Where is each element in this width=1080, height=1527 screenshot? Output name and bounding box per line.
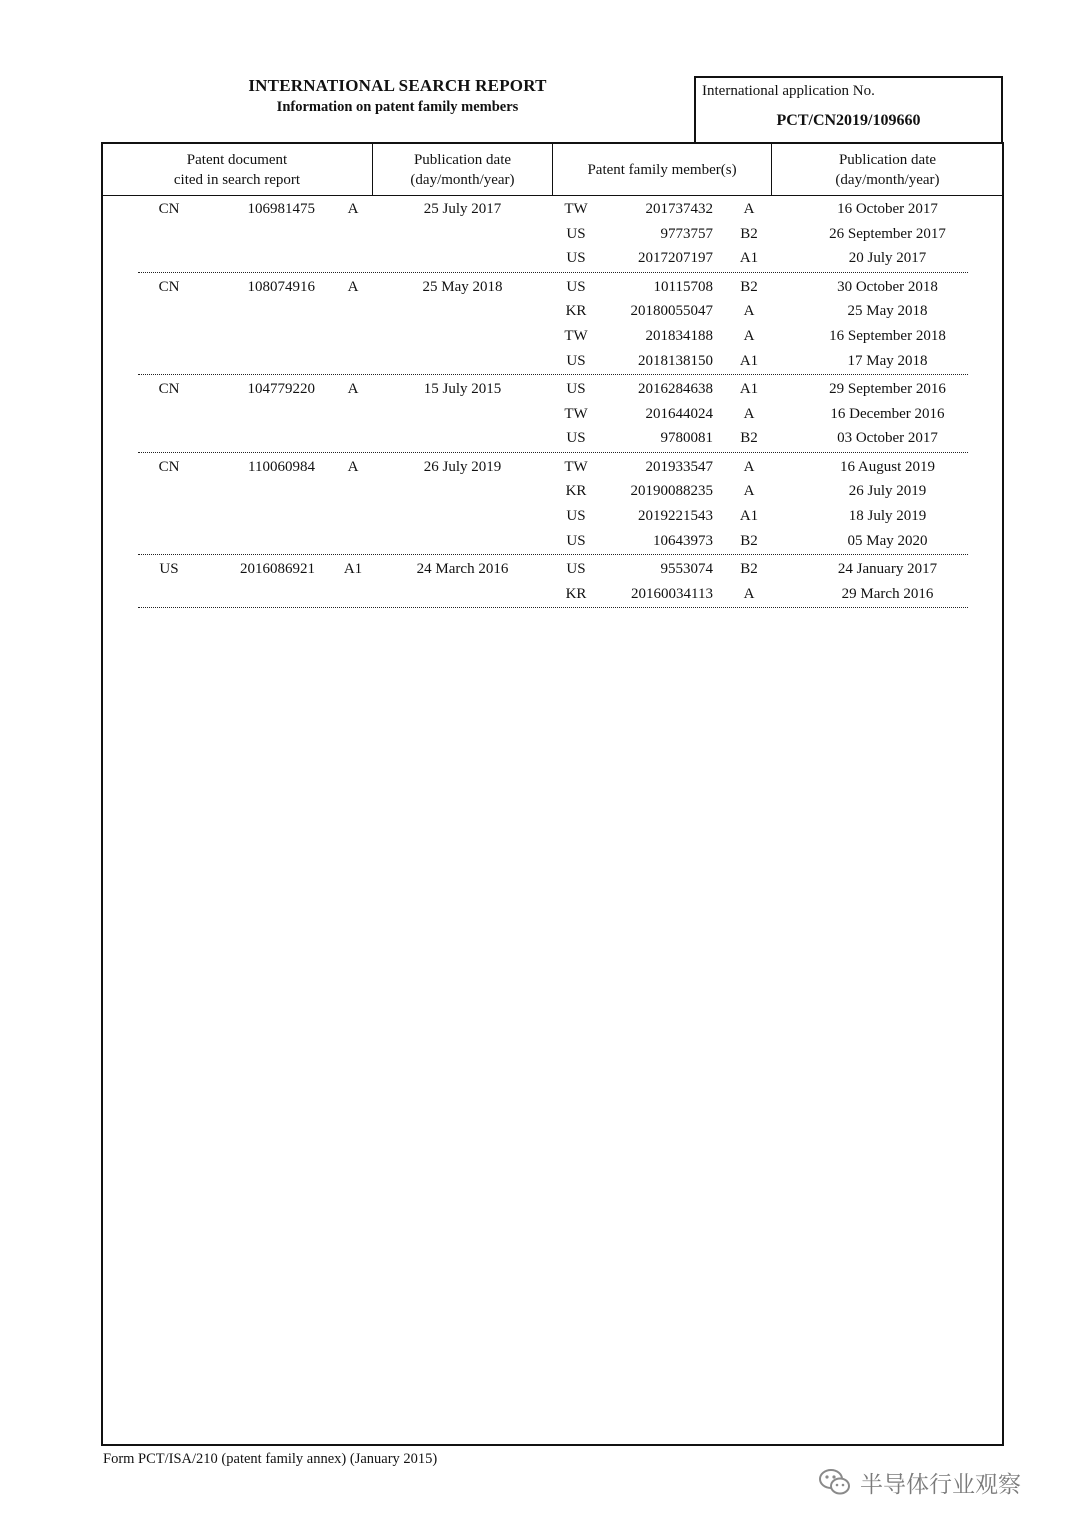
member-number: 2016284638 <box>638 380 713 397</box>
table-row <box>0 377 1080 402</box>
table-row <box>0 222 1080 247</box>
cited-kind: A <box>347 278 359 295</box>
member-country: US <box>566 560 586 577</box>
member-publication-date: 29 September 2016 <box>829 380 946 397</box>
table-row <box>0 529 1080 554</box>
table-row <box>0 275 1080 300</box>
member-number: 9553074 <box>660 560 713 577</box>
table-row <box>0 349 1080 374</box>
member-publication-date: 26 September 2017 <box>829 225 946 242</box>
table-row <box>0 504 1080 529</box>
member-country: US <box>566 380 586 397</box>
form-footer: Form PCT/ISA/210 (patent family annex) (January 2015) <box>103 1451 438 1467</box>
member-publication-date: 16 August 2019 <box>839 458 935 475</box>
cited-number: 110060984 <box>248 458 315 475</box>
member-country: US <box>566 225 586 242</box>
cited-country: CN <box>158 458 180 475</box>
cited-publication-date: 15 July 2015 <box>423 380 502 397</box>
cited-number: 104779220 <box>247 380 315 397</box>
table-row <box>0 299 1080 324</box>
member-number: 20160034113 <box>631 585 713 602</box>
member-kind: A <box>743 328 755 344</box>
member-number: 9773757 <box>660 225 713 242</box>
member-publication-date: 29 March 2016 <box>841 585 934 602</box>
cited-country: US <box>159 560 179 577</box>
member-country: TW <box>564 458 588 475</box>
cited-kind: A <box>347 201 359 217</box>
member-number: 20190088235 <box>630 483 713 500</box>
member-publication-date: 24 January 2017 <box>837 560 938 577</box>
member-number: 9780081 <box>660 430 713 447</box>
member-number: 2017207197 <box>638 250 713 267</box>
member-kind: A1 <box>739 250 759 267</box>
member-country: KR <box>565 585 587 602</box>
member-number: 10643973 <box>653 532 713 549</box>
member-publication-date: 20 July 2017 <box>848 250 927 267</box>
member-publication-date: 30 October 2018 <box>837 278 938 295</box>
table-row <box>0 582 1080 607</box>
watermark <box>818 1462 1021 1502</box>
cited-publication-date: 25 July 2017 <box>423 201 502 217</box>
group-separator <box>138 272 968 273</box>
member-country: US <box>566 352 586 369</box>
member-kind: A1 <box>739 380 759 397</box>
table-row <box>0 557 1080 582</box>
member-number: 20180055047 <box>630 303 713 320</box>
member-kind: B2 <box>740 430 758 447</box>
application-number: PCT/CN2019/109660 <box>776 112 921 129</box>
cited-kind: A <box>347 380 359 397</box>
cited-kind: A1 <box>343 560 363 577</box>
member-kind: A <box>743 201 755 217</box>
member-kind: A1 <box>739 507 759 524</box>
member-number: 201737432 <box>645 201 713 217</box>
member-kind: A <box>743 483 755 500</box>
report-subtitle: Information on patent family members <box>276 99 519 115</box>
member-kind: B2 <box>740 225 758 242</box>
member-kind: A <box>743 405 755 422</box>
member-number: 10115708 <box>653 278 713 295</box>
watermark-text: 半导体行业观察 <box>860 1471 1021 1498</box>
column-header-family-publication-date: Publication date (day/month/year) <box>835 152 940 188</box>
wechat-icon <box>818 1467 852 1497</box>
member-number: 201644024 <box>645 405 713 422</box>
member-kind: A <box>743 458 755 475</box>
member-kind: A <box>743 303 755 320</box>
member-country: TW <box>564 328 588 344</box>
cited-number: 108074916 <box>247 278 315 295</box>
member-country: KR <box>565 483 587 500</box>
member-publication-date: 16 December 2016 <box>830 405 945 422</box>
cited-kind: A <box>347 458 359 475</box>
table-row <box>0 197 1080 222</box>
table-row <box>0 479 1080 504</box>
cited-publication-date: 24 March 2016 <box>416 560 509 577</box>
member-number: 201933547 <box>645 458 713 475</box>
column-header-patent-document: Patent document cited in search report <box>173 152 301 188</box>
member-country: TW <box>564 405 588 422</box>
table-row <box>0 324 1080 349</box>
application-number-box <box>694 76 1003 142</box>
table-row <box>0 402 1080 427</box>
column-header-family-members: Patent family member(s) <box>587 162 737 178</box>
member-publication-date: 18 July 2019 <box>848 507 927 524</box>
member-country: US <box>566 507 586 524</box>
report-title: INTERNATIONAL SEARCH REPORT <box>248 76 547 95</box>
member-kind: A <box>743 585 755 602</box>
member-publication-date: 05 May 2020 <box>847 532 928 549</box>
member-number: 2018138150 <box>638 352 713 369</box>
group-separator <box>138 452 968 453</box>
member-publication-date: 16 September 2018 <box>829 328 946 344</box>
table-row <box>0 455 1080 480</box>
member-number: 201834188 <box>645 328 713 344</box>
group-separator <box>138 607 968 608</box>
member-country: US <box>566 532 586 549</box>
member-publication-date: 25 May 2018 <box>847 303 928 320</box>
column-header-publication-date: Publication date (day/month/year) <box>410 152 515 188</box>
cited-number: 106981475 <box>247 201 315 217</box>
member-publication-date: 26 July 2019 <box>848 483 927 500</box>
cited-number: 2016086921 <box>240 560 315 577</box>
group-separator <box>138 374 968 375</box>
member-country: US <box>566 250 586 267</box>
member-country: US <box>566 278 586 295</box>
application-label: International application No. <box>702 83 875 99</box>
member-number: 2019221543 <box>638 507 713 524</box>
cited-publication-date: 26 July 2019 <box>423 458 502 475</box>
member-country: US <box>566 430 586 447</box>
member-country: KR <box>565 303 587 320</box>
member-kind: B2 <box>740 278 758 295</box>
cited-country: CN <box>158 380 180 397</box>
member-country: TW <box>564 201 588 217</box>
member-publication-date: 03 October 2017 <box>837 430 938 447</box>
group-separator <box>138 554 968 555</box>
cited-publication-date: 25 May 2018 <box>422 278 503 295</box>
table-row <box>0 426 1080 451</box>
member-kind: A1 <box>739 352 759 369</box>
member-kind: B2 <box>740 560 758 577</box>
cited-country: CN <box>158 278 180 295</box>
table-row <box>0 246 1080 271</box>
member-publication-date: 17 May 2018 <box>847 352 928 369</box>
cited-country: CN <box>158 201 180 217</box>
member-publication-date: 16 October 2017 <box>837 201 938 217</box>
member-kind: B2 <box>740 532 758 549</box>
